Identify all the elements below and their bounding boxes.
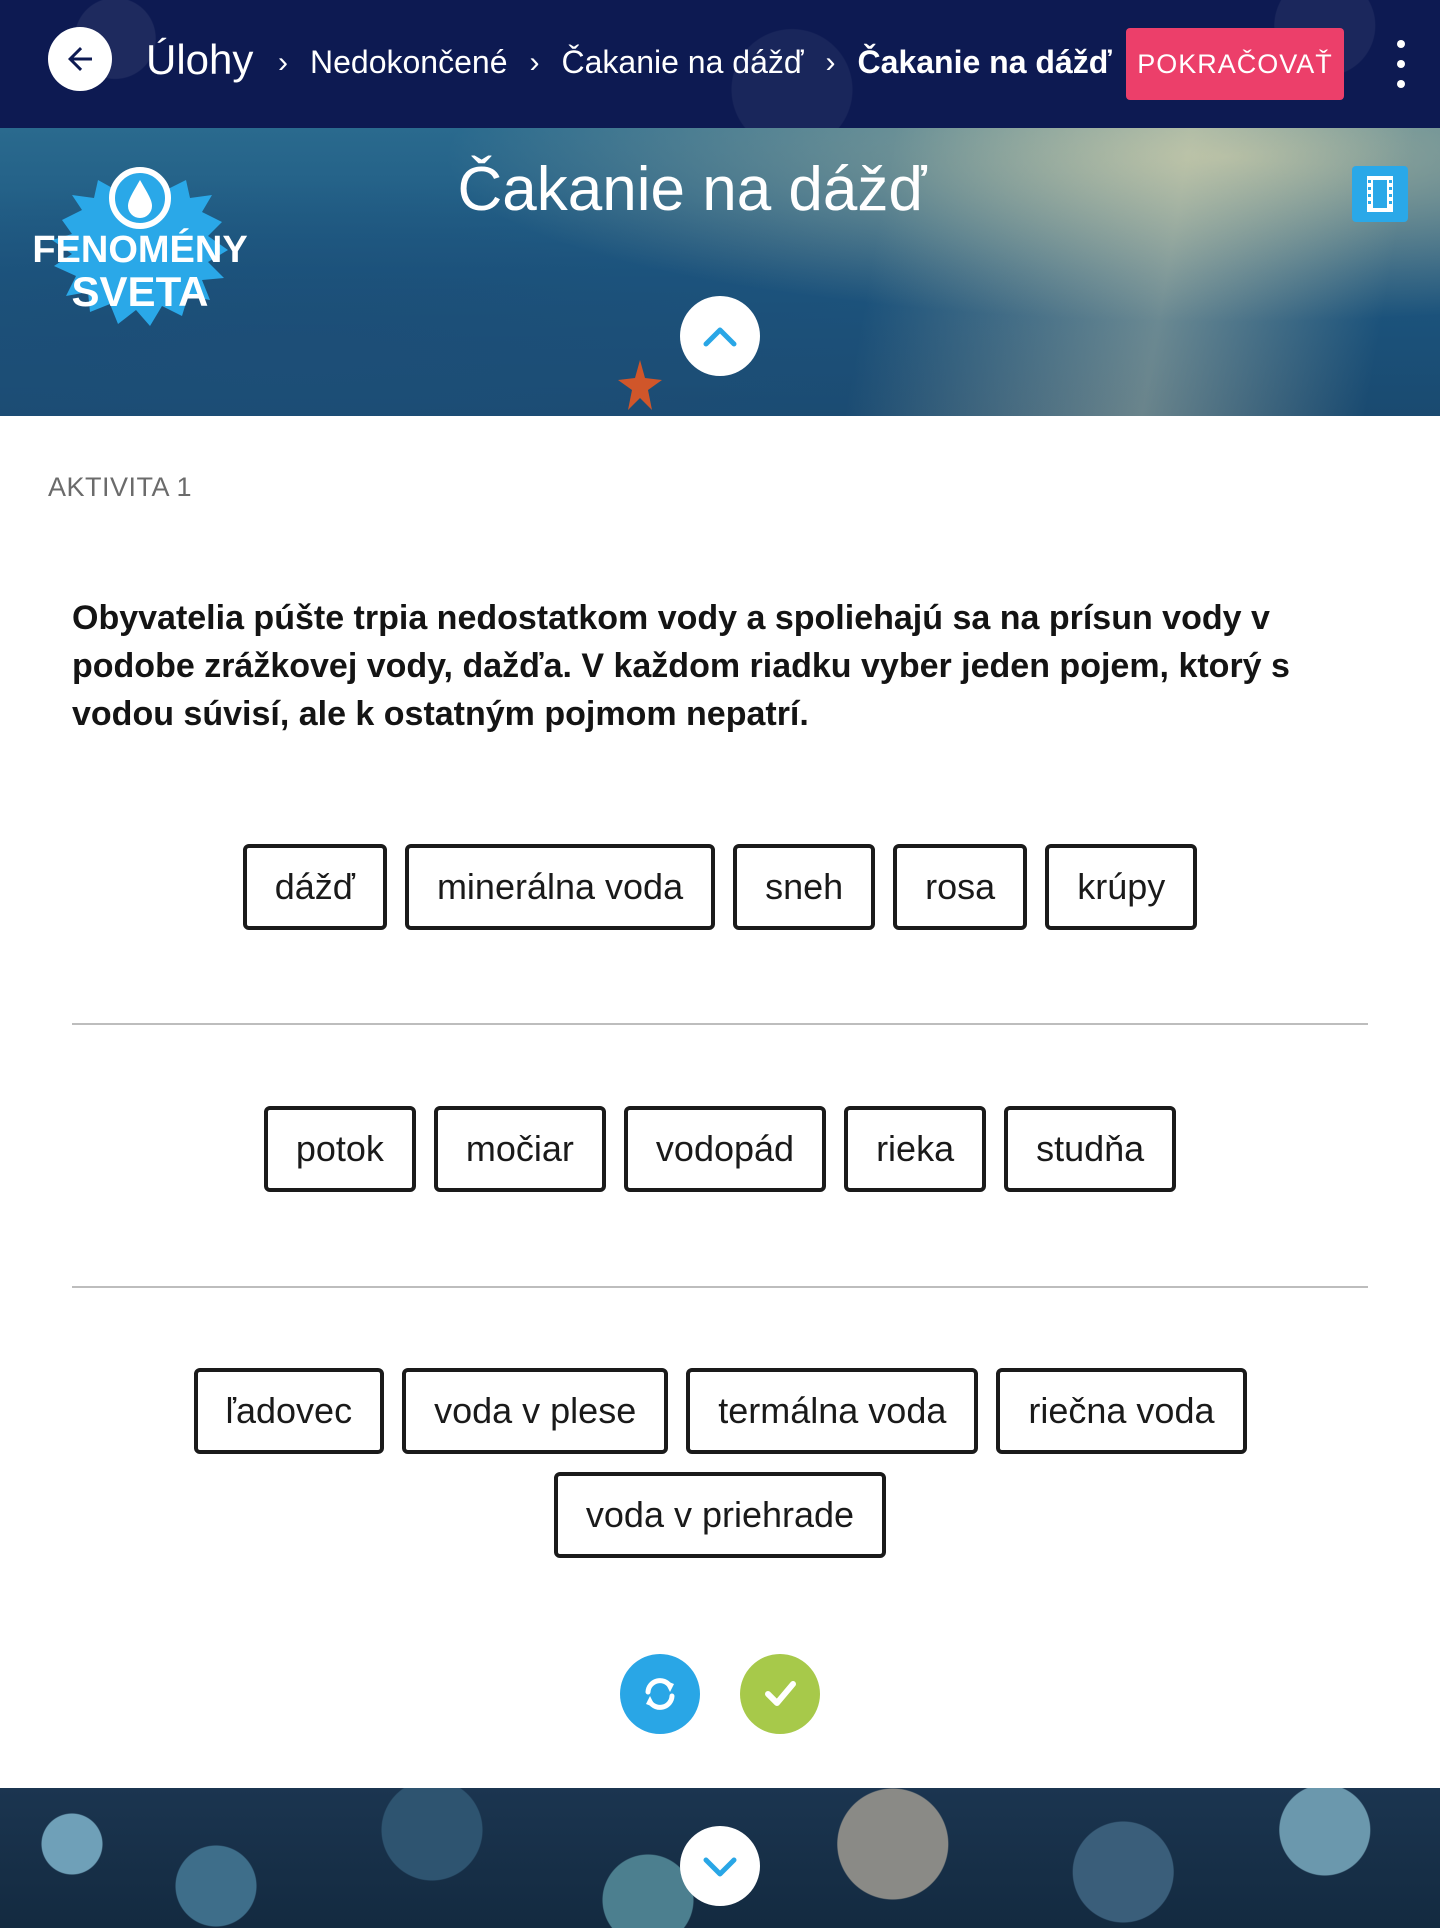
option-chip[interactable]: voda v priehrade: [554, 1472, 886, 1558]
option-chip[interactable]: močiar: [434, 1106, 606, 1192]
video-button[interactable]: [1352, 166, 1408, 222]
breadcrumb-item-current: Čakanie na dážď: [857, 44, 1112, 80]
option-chip[interactable]: voda v plese: [402, 1368, 668, 1454]
option-chip[interactable]: sneh: [733, 844, 875, 930]
row-divider: [72, 1023, 1368, 1025]
option-chip[interactable]: potok: [264, 1106, 416, 1192]
breadcrumb-item-unfinished[interactable]: Nedokončené: [310, 44, 508, 80]
arrow-left-icon: [62, 41, 98, 77]
starfish-decoration: [618, 360, 662, 410]
option-row-1: [72, 844, 1368, 930]
chevron-up-icon: [702, 324, 738, 348]
option-chip[interactable]: krúpy: [1045, 844, 1197, 930]
option-chip[interactable]: minerálna voda: [405, 844, 715, 930]
checkmark-icon: [760, 1674, 800, 1714]
reset-button[interactable]: [620, 1654, 700, 1734]
option-chip[interactable]: riečna voda: [996, 1368, 1246, 1454]
page-title: Čakanie na dážď: [457, 155, 927, 224]
row-divider: [72, 1286, 1368, 1288]
back-button[interactable]: [48, 27, 112, 91]
continue-button[interactable]: POKRAČOVAŤ: [1126, 28, 1344, 100]
top-navigation-bar: [0, 0, 1440, 128]
logo-text-line-2: SVETA: [71, 268, 209, 315]
option-chip[interactable]: ľadovec: [194, 1368, 385, 1454]
logo-text-line-1: FENOMÉNY: [32, 229, 248, 271]
breadcrumb-root[interactable]: Úlohy: [146, 36, 254, 83]
option-chip[interactable]: termálna voda: [686, 1368, 978, 1454]
refresh-icon: [640, 1674, 680, 1714]
next-section-button[interactable]: [680, 1826, 760, 1906]
chevron-right-icon: ›: [529, 45, 540, 79]
lesson-banner: [0, 128, 1440, 416]
option-chip[interactable]: vodopád: [624, 1106, 826, 1192]
collapse-banner-button[interactable]: [680, 296, 760, 376]
option-row-2: [72, 1106, 1368, 1192]
chevron-right-icon: ›: [278, 45, 288, 79]
option-chip[interactable]: rieka: [844, 1106, 986, 1192]
chevron-down-icon: [702, 1854, 738, 1878]
check-answer-button[interactable]: [740, 1654, 820, 1734]
film-icon: [1363, 175, 1397, 213]
breadcrumb: [272, 44, 1112, 81]
option-chip[interactable]: studňa: [1004, 1106, 1176, 1192]
activity-label: AKTIVITA 1: [48, 472, 193, 502]
option-chip[interactable]: dážď: [243, 844, 387, 930]
activity-instructions: Obyvatelia púšte trpia nedostatkom vody a spoliehajú sa na prísun vody v podobe zrážkovej vody, dažďa. V každom riadku vyber jeden pojem, ktorý s vodou súvisí, ale k ostatným pojmom nepatrí.: [72, 599, 1290, 733]
option-row-3: [170, 1368, 1270, 1558]
breadcrumb-item-lesson[interactable]: Čakanie na dážď: [561, 44, 804, 80]
option-chip[interactable]: rosa: [893, 844, 1027, 930]
chevron-right-icon: ›: [825, 45, 836, 79]
more-options-icon[interactable]: [1386, 40, 1416, 88]
